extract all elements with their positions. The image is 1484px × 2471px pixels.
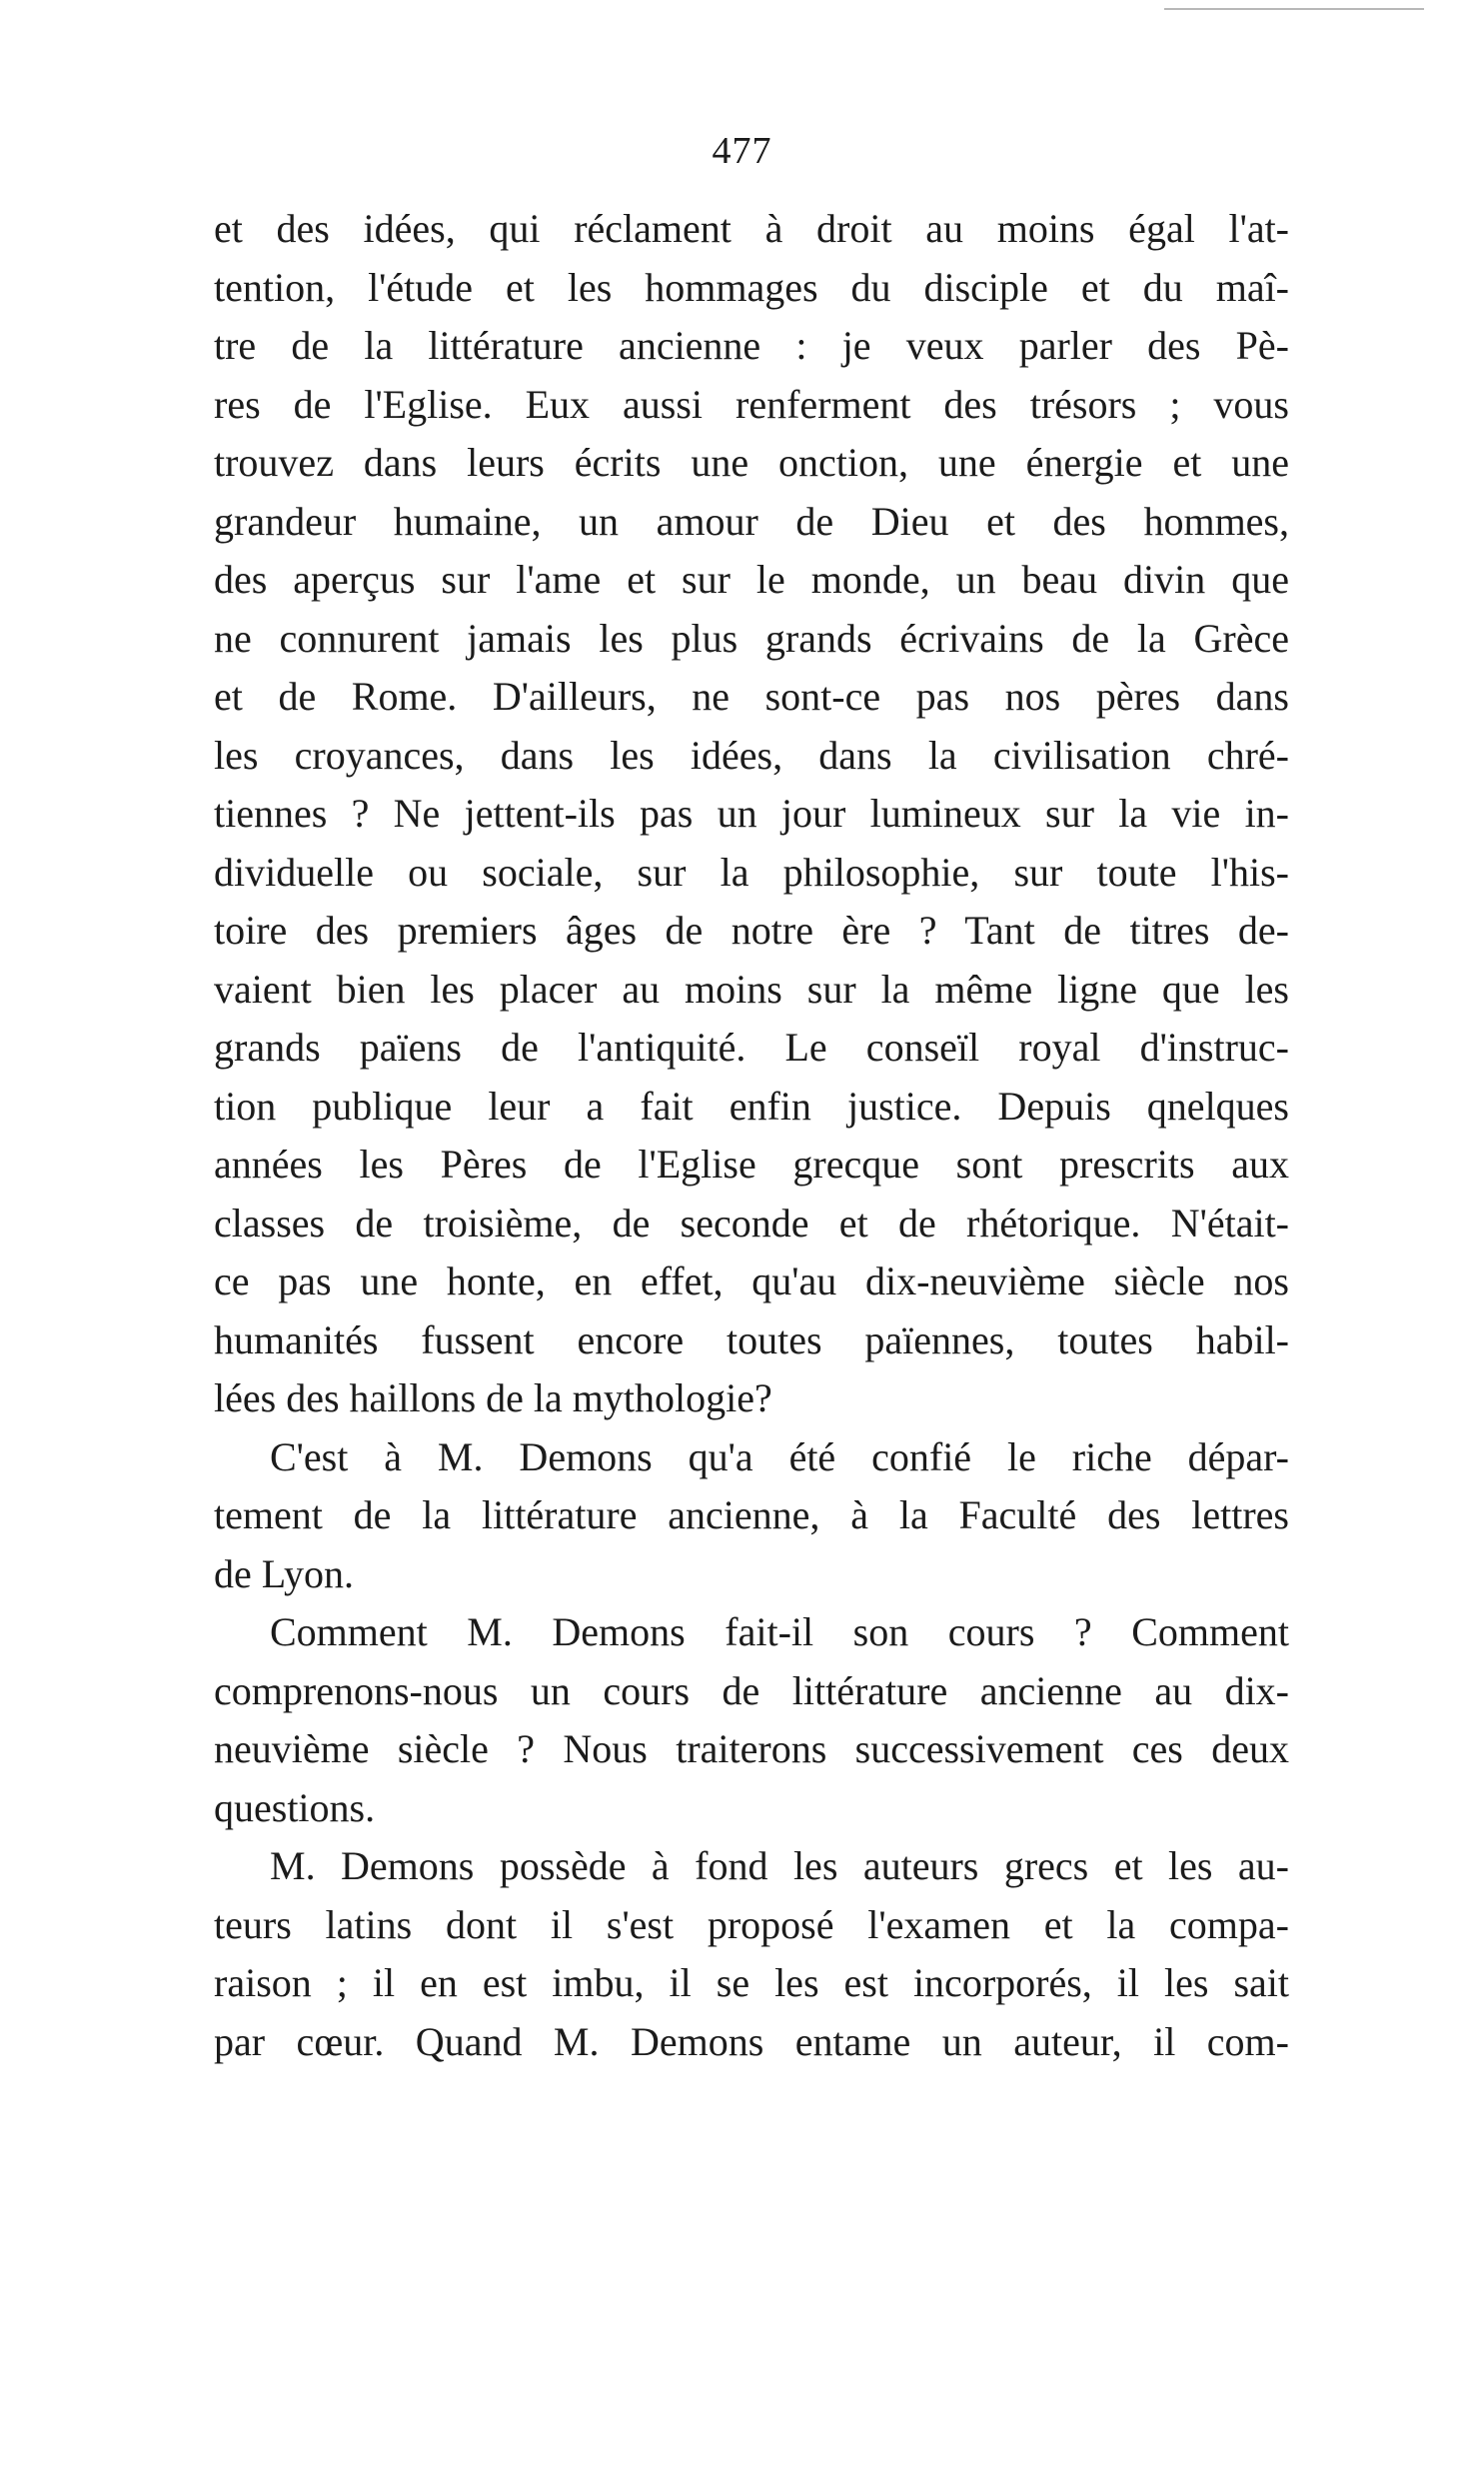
paragraph-2 xyxy=(214,1428,1289,1604)
text-line: ce pas une honte, en effet, qu'au dix-neuvième siècle nos xyxy=(214,1258,1289,1303)
text-line: des aperçus sur l'ame et sur le monde, un beau divin que xyxy=(214,557,1289,602)
text-line: les croyances, dans les idées, dans la civilisation chré- xyxy=(214,732,1289,778)
text-line: classes de troisième, de seconde et de rhétorique. N'était- xyxy=(214,1200,1289,1245)
text-line: tiennes ? Ne jettent-ils pas un jour lumineux sur la vie in- xyxy=(214,791,1289,836)
text-line: par cœur. Quand M. Demons entame un auteur, il com- xyxy=(214,2018,1289,2064)
text-line: tion publique leur a fait enfin justice. Depuis qnelques xyxy=(214,1083,1289,1129)
text-line: années les Pères de l'Eglise grecque sont prescrits aux xyxy=(214,1142,1289,1187)
text-line: C'est à M. Demons qu'a été confié le riche dépar- xyxy=(270,1433,1289,1479)
text-line: tention, l'étude et les hommages du disciple et du maî- xyxy=(214,264,1289,310)
text-line: vaient bien les placer au moins sur la même ligne que les xyxy=(214,966,1289,1012)
text-line: teurs latins dont il s'est proposé l'examen et la compa- xyxy=(214,1901,1289,1947)
text-line: trouvez dans leurs écrits une onction, une énergie et une xyxy=(214,440,1289,485)
paragraph-3 xyxy=(214,1603,1289,1837)
text-line: et des idées, qui réclament à droit au moins égal l'at- xyxy=(214,206,1289,251)
text-line: lées des haillons de la mythologie? xyxy=(214,1375,772,1420)
text-line: neuvième siècle ? Nous traiterons successivement ces deux xyxy=(214,1726,1289,1771)
text-line: questions. xyxy=(214,1784,376,1830)
text-line: Comment M. Demons fait-il son cours ? Comment xyxy=(270,1609,1289,1654)
text-line: grands païens de l'antiquité. Le conseïl royal d'instruc- xyxy=(214,1025,1289,1070)
page-number: 477 xyxy=(712,130,772,172)
text-line: ne connurent jamais les plus grands écrivains de la Grèce xyxy=(214,615,1289,661)
text-line: humanités fussent encore toutes païennes, toutes habil- xyxy=(214,1316,1289,1362)
text-line: res de l'Eglise. Eux aussi renferment des trésors ; vous xyxy=(214,381,1289,427)
paragraph-1 xyxy=(214,200,1289,1428)
scan-edge-rule xyxy=(1164,8,1424,10)
paragraph-4 xyxy=(214,1837,1289,2071)
text-line: dividuelle ou sociale, sur la philosophie, sur toute l'his- xyxy=(214,849,1289,895)
text-line: et de Rome. D'ailleurs, ne sont-ce pas nos pères dans xyxy=(214,674,1289,719)
text-line: tement de la littérature ancienne, à la Faculté des lettres xyxy=(214,1492,1289,1537)
text-line: de Lyon. xyxy=(214,1550,354,1596)
text-line: comprenons-nous un cours de littérature ancienne au dix- xyxy=(214,1667,1289,1713)
text-line: tre de la littérature ancienne : je veux parler des Pè- xyxy=(214,323,1289,368)
text-line: raison ; il en est imbu, il se les est incorporés, il les sait xyxy=(214,1960,1289,2005)
text-line: M. Demons possède à fond les auteurs grecs et les au- xyxy=(270,1843,1289,1888)
text-line: toire des premiers âges de notre ère ? Tant de titres de- xyxy=(214,908,1289,953)
text-line: grandeur humaine, un amour de Dieu et des hommes, xyxy=(214,498,1289,544)
page-body xyxy=(214,200,1289,2071)
